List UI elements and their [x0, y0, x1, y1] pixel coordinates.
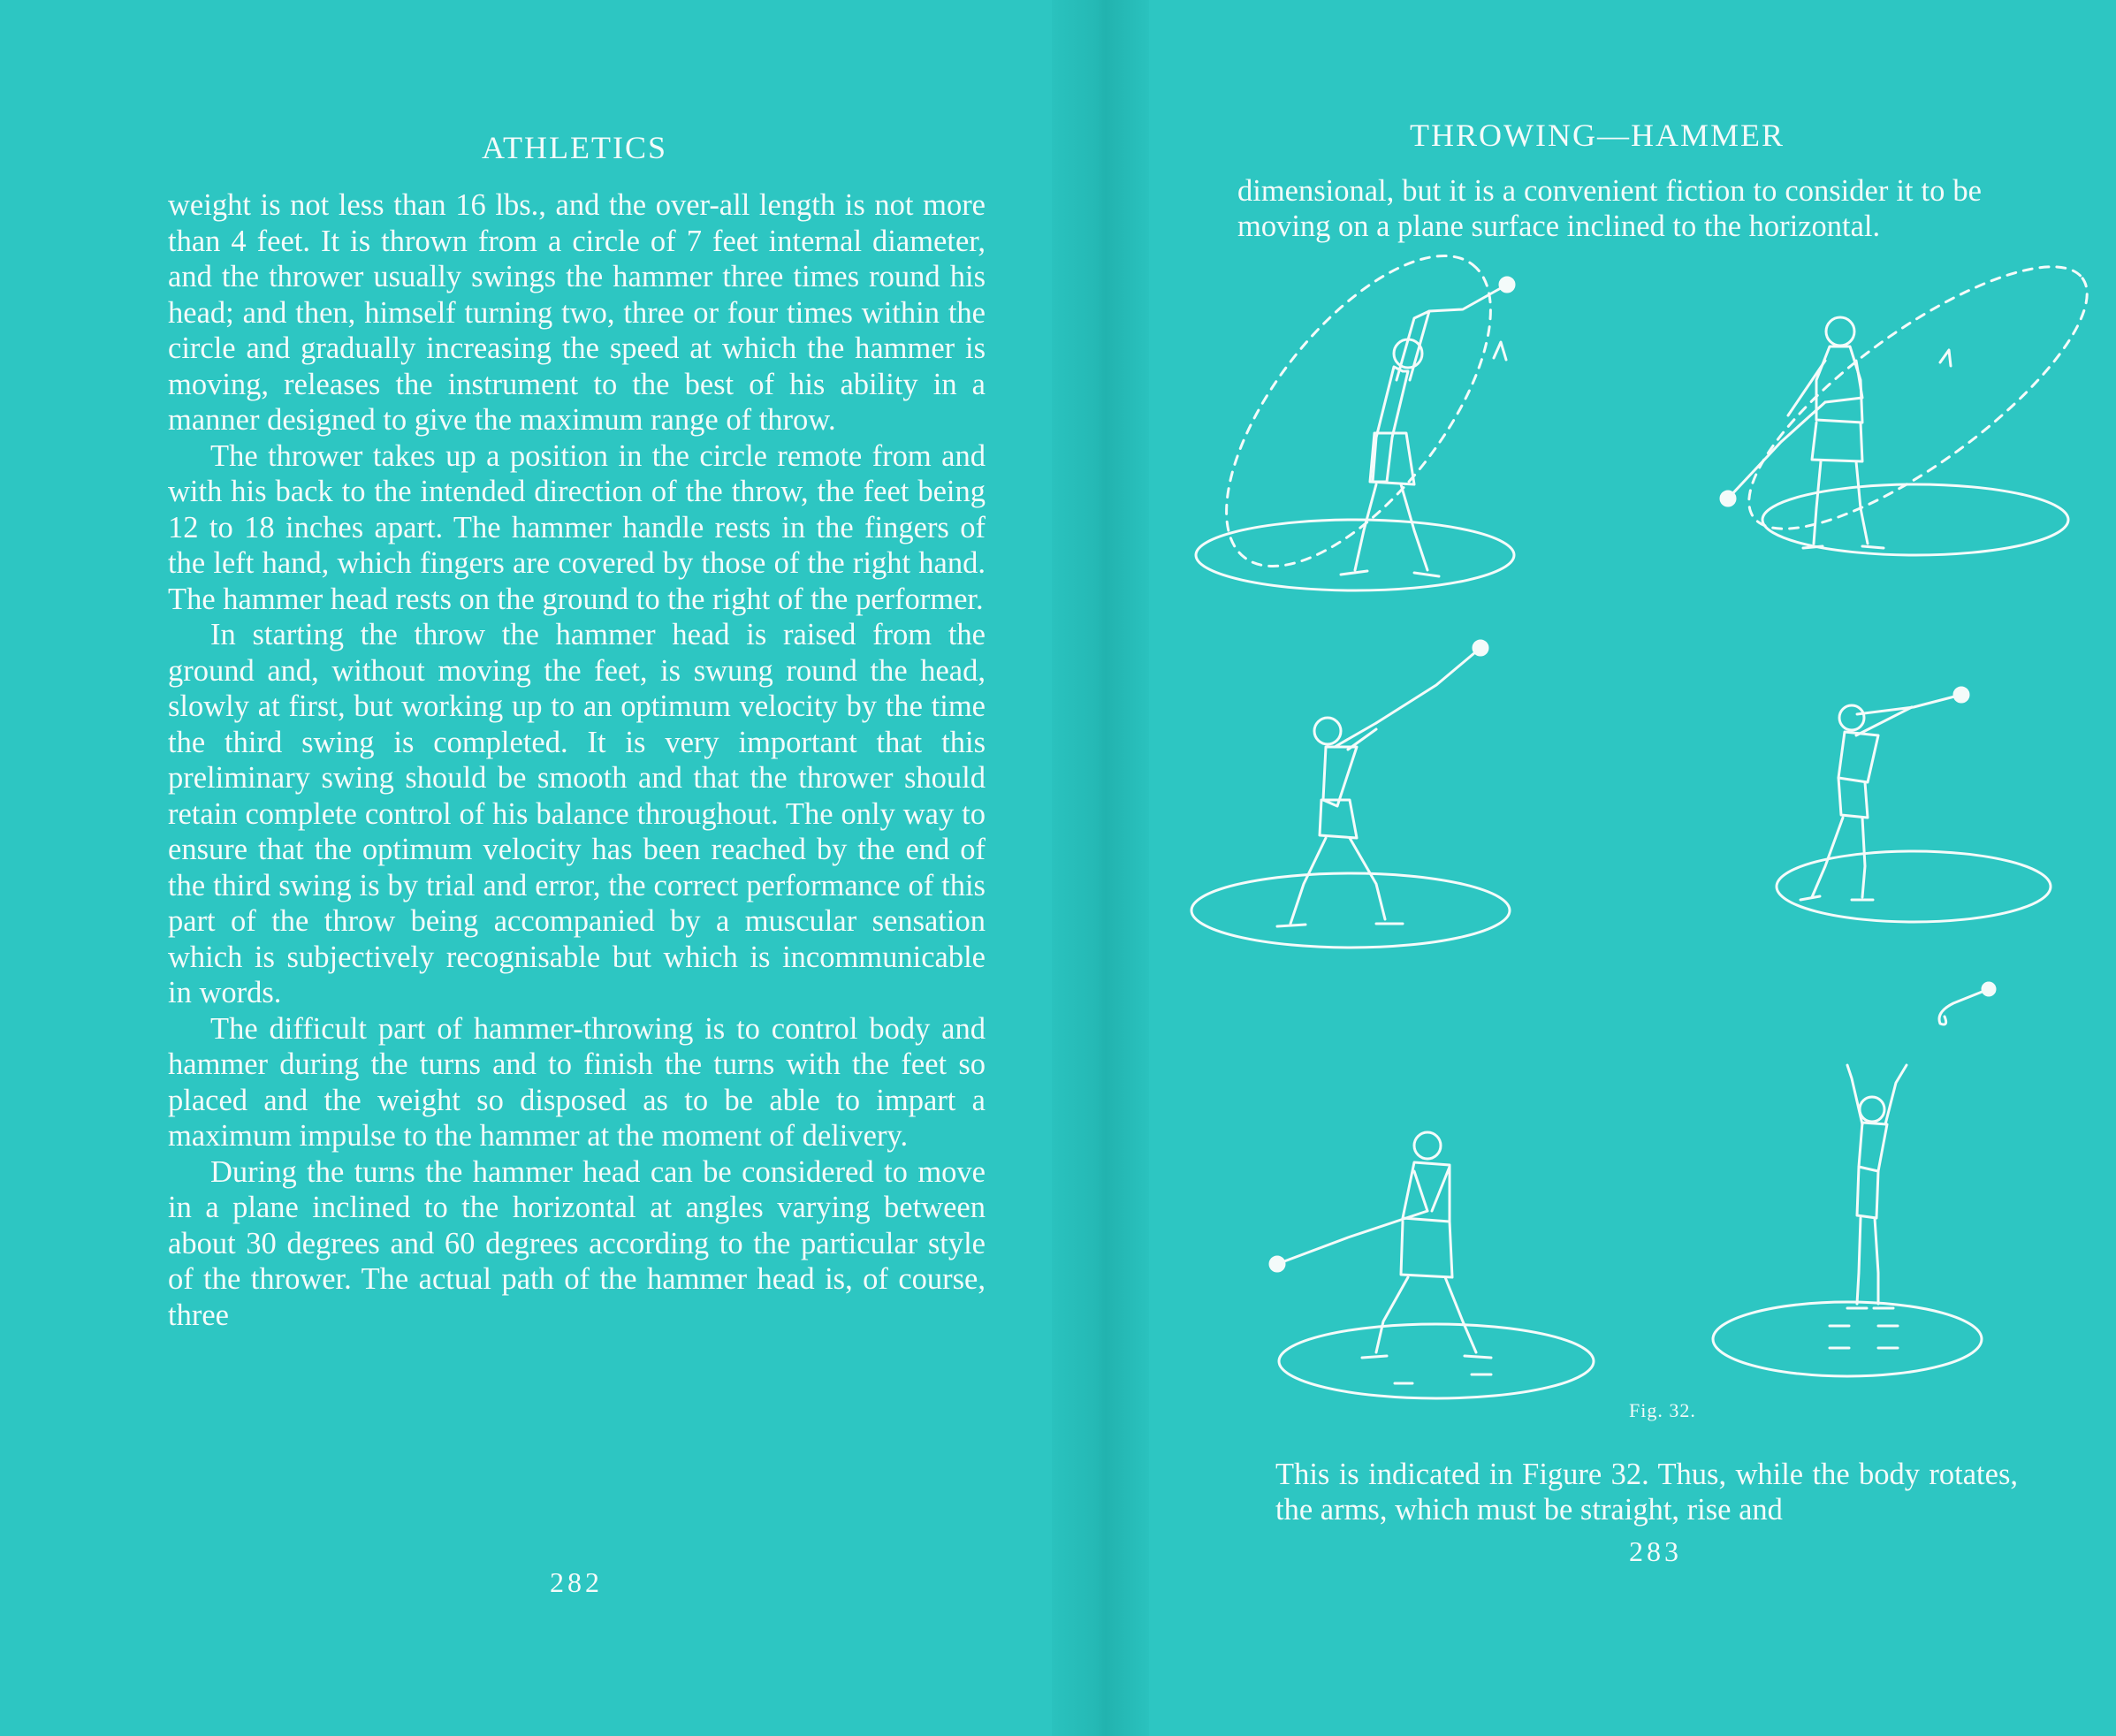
- figure-panel-wind-up: [1191, 641, 1510, 948]
- right-page: [1145, 0, 2116, 1736]
- figure-panel-turn: [1777, 688, 2051, 922]
- right-top-text: dimensional, but it is a convenient fiction to consider it to be moving on a plane surface inclined to the horizontal.: [1237, 174, 1982, 243]
- left-body-text: [168, 187, 986, 1333]
- paragraph: weight is not less than 16 lbs., and the over-all length is not more than 4 feet. It is thrown from a circle of 7 feet internal diameter, and the thrower usually swings the hammer three times round his head; and then, himself turning two, three or four times within the circle and gradually increasing the speed at which the hammer is moving, releases the instrument to the best of his ability in a manner designed to give the maximum range of throw.: [168, 188, 986, 437]
- paragraph: During the turns the hammer head can be considered to move in a plane inclined to the horizontal at angles varying between about 30 degrees and 60 degrees according to the particular style of the thrower. The actual path of the hammer head is, of course, three: [168, 1154, 986, 1332]
- paragraph: In starting the throw the hammer head is raised from the ground and, without moving the feet, is swung round the head, slowly at first, but working up to an optimum velocity by the time the third swing is completed. It is very important that this preliminary swing should be smooth and that the thrower should retain complete control of his balance throughout. The only way to ensure that the optimum velocity has been reached by the end of the third swing is by trial and error, the correct performance of this part of the throw being accompanied by a muscular sensation which is subjectively recognisable but which is incommunicable in words.: [168, 618, 986, 1009]
- figure-panel-swing-overhead: [1178, 213, 1539, 609]
- figure-caption: Fig. 32.: [1629, 1399, 1696, 1421]
- paragraph: The difficult part of hammer-throwing is to control body and hammer during the turns and to finish the turns with the feet so placed and the weight so disposed as to be able to impart a maximum impulse to the hammer at the moment of delivery.: [168, 1011, 986, 1153]
- paragraph: The thrower takes up a position in the circle remote from and with his back to the intended direction of the throw, the feet being 12 to 18 inches apart. The hammer handle rests in the fingers of the left hand, which fingers are covered by those of the right hand. The hammer head rests on the ground to the right of the performer.: [168, 438, 986, 616]
- page-number-right: 283: [1629, 1535, 1682, 1567]
- right-bottom-text: This is indicated in Figure 32. Thus, while the body rotates, the arms, which must be straight, rise and: [1275, 1458, 2018, 1527]
- figure-panel-release: [1713, 983, 1995, 1376]
- book-gutter: [1052, 0, 1149, 1736]
- running-head-right: THROWING—HAMMER: [1410, 118, 1785, 153]
- figure-panel-delivery-turn: [1270, 1132, 1594, 1398]
- figure-panel-swing-low: [1715, 225, 2116, 571]
- running-head-left: ATHLETICS: [482, 130, 667, 165]
- left-page: [0, 0, 1056, 1736]
- page-number-left: 282: [550, 1566, 603, 1598]
